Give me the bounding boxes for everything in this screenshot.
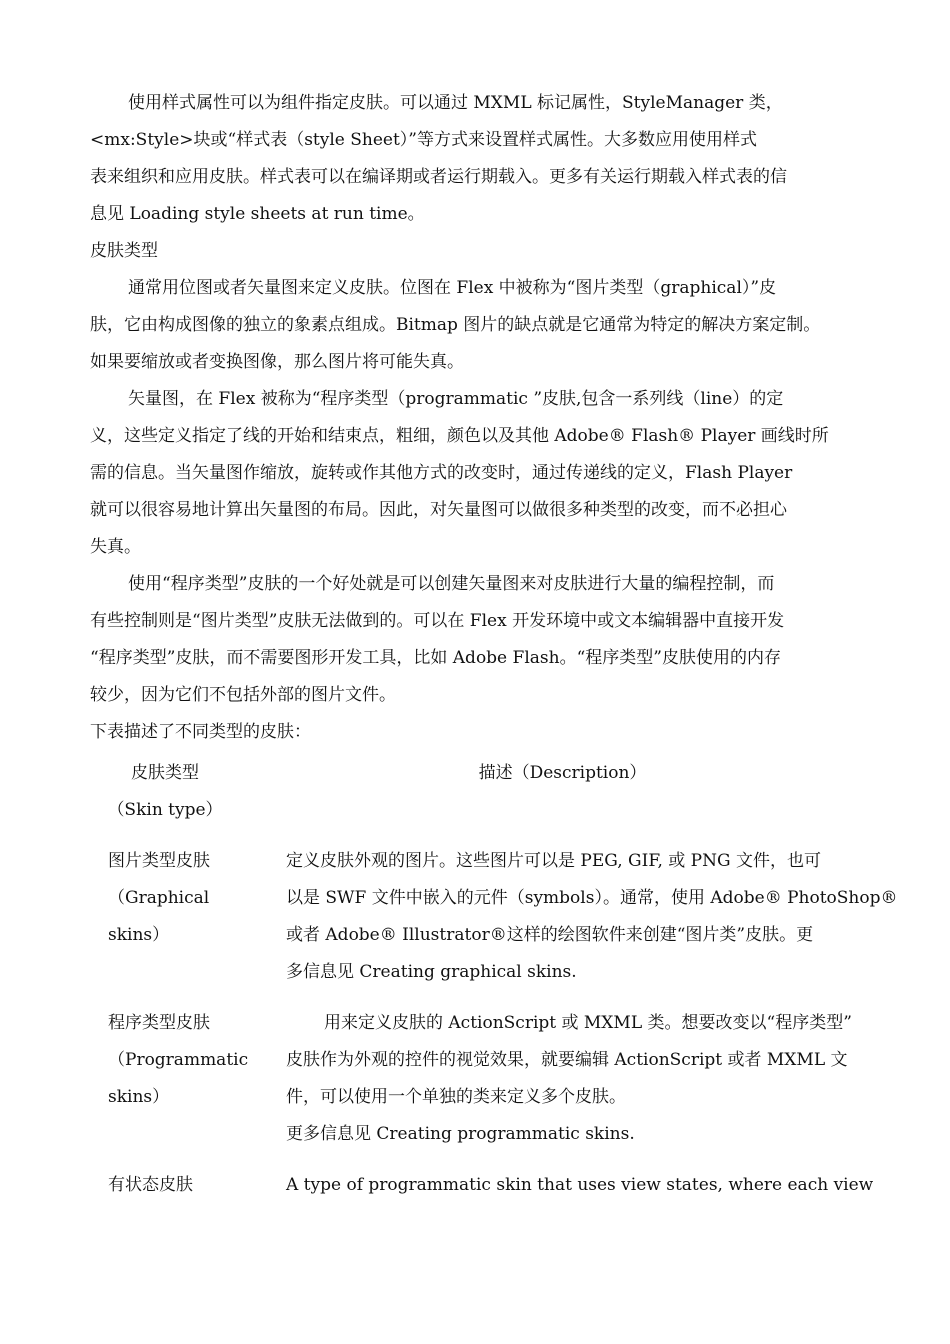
text-line: 较少，因为它们不包括外部的图片文件。 bbox=[90, 685, 396, 705]
cell-text: skins） bbox=[108, 1087, 170, 1107]
cell-skin-type bbox=[90, 1005, 286, 1153]
cell-text: A type of programmatic skin that uses view states, where each view bbox=[286, 1175, 874, 1195]
text-line: <mx:Style>块或“样式表（style Sheet）”等方式来设置样式属性。大多数应用使用样式 bbox=[90, 130, 757, 150]
paragraph-programmatic-benefits bbox=[90, 566, 885, 714]
table-row-stateful bbox=[90, 1167, 885, 1204]
text-line: 表来组织和应用皮肤。样式表可以在编译期或者运行期载入。更多有关运行期载入样式表的信 bbox=[90, 167, 787, 187]
cell-text: 或者 Adobe® Illustrator®这样的绘图软件来创建“图片类”皮肤。更 bbox=[286, 925, 814, 945]
cell-description bbox=[286, 1005, 885, 1153]
cell-text: 定义皮肤外观的图片。这些图片可以是 PEG, GIF, 或 PNG 文件，也可 bbox=[286, 851, 821, 871]
row-gap bbox=[90, 1153, 885, 1167]
text-line: 使用样式属性可以为组件指定皮肤。可以通过 MXML 标记属性，StyleManager 类， bbox=[128, 93, 783, 113]
cell-text: 程序类型皮肤 bbox=[108, 1013, 210, 1033]
cell-description bbox=[286, 1167, 885, 1204]
text-line: 矢量图，在 Flex 被称为“程序类型（programmatic ”皮肤,包含一系列线（line）的定 bbox=[128, 389, 784, 409]
paragraph-style-properties bbox=[90, 85, 885, 233]
text-line: 义，这些定义指定了线的开始和结束点，粗细，颜色以及其他 Adobe® Flash® Player 画线时所 bbox=[90, 426, 829, 446]
text-line: 就可以很容易地计算出矢量图的布局。因此，对矢量图可以做很多种类型的改变，而不必担心 bbox=[90, 500, 787, 520]
header-description bbox=[240, 755, 885, 829]
cell-text: skins） bbox=[108, 925, 170, 945]
header-text: 皮肤类型 bbox=[131, 763, 199, 783]
table-row-programmatic bbox=[90, 1005, 885, 1153]
table-row-graphical bbox=[90, 843, 898, 991]
cell-text: （Programmatic bbox=[108, 1050, 249, 1070]
paragraph-vector-skins bbox=[90, 381, 885, 566]
table-header-row bbox=[90, 755, 885, 829]
row-gap bbox=[90, 991, 885, 1005]
skin-types-table bbox=[90, 755, 898, 1204]
text-line: 需的信息。当矢量图作缩放，旋转或作其他方式的改变时，通过传递线的定义，Flash Player bbox=[90, 463, 793, 483]
paragraph-bitmap-skins bbox=[90, 270, 885, 381]
header-skin-type bbox=[90, 755, 240, 829]
text-line: 失真。 bbox=[90, 537, 141, 557]
text-line: 有些控制则是“图片类型”皮肤无法做到的。可以在 Flex 开发环境中或文本编辑器中直接开发 bbox=[90, 611, 785, 631]
text-line: 如果要缩放或者变换图像，那么图片将可能失真。 bbox=[90, 352, 464, 372]
cell-text: 以是 SWF 文件中嵌入的元件（symbols）。通常，使用 Adobe® PhotoShop® bbox=[286, 888, 898, 908]
cell-text: 更多信息见 Creating programmatic skins. bbox=[286, 1124, 635, 1144]
document-page bbox=[90, 85, 898, 1204]
cell-skin-type bbox=[90, 1167, 286, 1204]
cell-text: 件，可以使用一个单独的类来定义多个皮肤。 bbox=[286, 1087, 626, 1107]
header-text: （Skin type） bbox=[107, 800, 223, 820]
header-text: 描述（Description） bbox=[478, 763, 647, 783]
cell-skin-type bbox=[90, 843, 286, 991]
cell-text: 有状态皮肤 bbox=[108, 1175, 193, 1195]
text-line: 通常用位图或者矢量图来定义皮肤。位图在 Flex 中被称为“图片类型（graphical）”皮 bbox=[128, 278, 777, 298]
text-line: 使用“程序类型”皮肤的一个好处就是可以创建矢量图来对皮肤进行大量的编程控制，而 bbox=[128, 574, 775, 594]
row-gap bbox=[90, 829, 885, 843]
table-intro: 下表描述了不同类型的皮肤： bbox=[90, 722, 311, 742]
cell-text: 用来定义皮肤的 ActionScript 或 MXML 类。想要改变以“程序类型” bbox=[324, 1013, 852, 1033]
cell-text: 皮肤作为外观的控件的视觉效果，就要编辑 ActionScript 或者 MXML 文 bbox=[286, 1050, 848, 1070]
text-line: “程序类型”皮肤，而不需要图形开发工具，比如 Adobe Flash。“程序类型”皮肤使用的内存 bbox=[90, 648, 781, 668]
cell-text: （Graphical bbox=[108, 888, 210, 908]
section-heading-skin-types: 皮肤类型 bbox=[90, 241, 158, 261]
cell-description bbox=[286, 843, 898, 991]
cell-text: 多信息见 Creating graphical skins. bbox=[286, 962, 577, 982]
text-line: 肤，它由构成图像的独立的象素点组成。Bitmap 图片的缺点就是它通常为特定的解决方案定制。 bbox=[90, 315, 821, 335]
text-line: 息见 Loading style sheets at run time。 bbox=[90, 204, 425, 224]
cell-text: 图片类型皮肤 bbox=[108, 851, 210, 871]
